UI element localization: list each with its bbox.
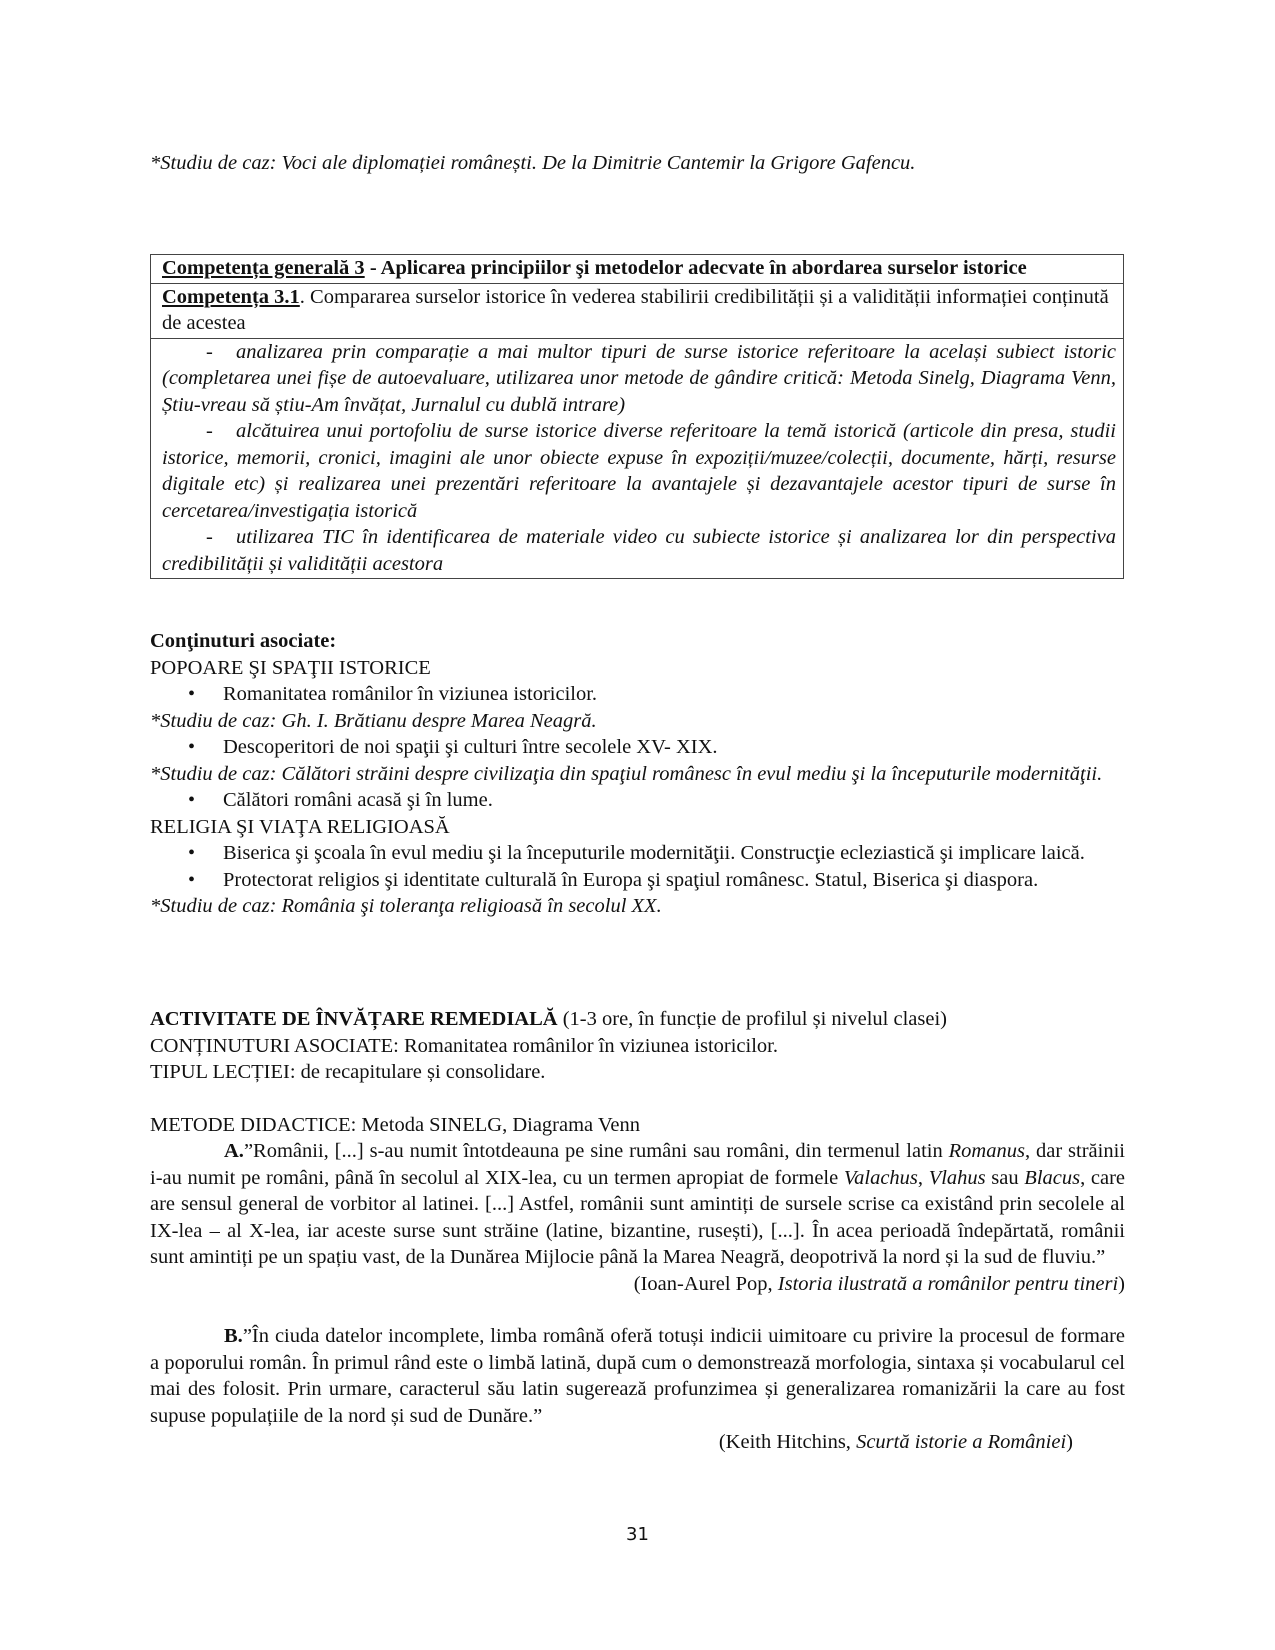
bullet-list [150,787,1125,814]
citation-title: Istoria ilustrată a românilor pentru tineri [777,1272,1119,1295]
text-b-body: ”În ciuda datelor incomplete, limba română oferă totuși indicii uimitoare cu privire la procesul de formare a poporului român. În primul rând este o limbă latină, după cum o demonstrează morfologia, sintaxa și vocabularul cel mai des folosit. Prin urmare, caracterul său latin sugerează profunzimea și generalizarea romanizării la care au fost supuse populațiile de la nord și sud de Dunăre.” [150,1325,1125,1427]
text-a-part: sau [985,1166,1025,1189]
general-competence-label: Competența generală 3 [162,257,365,279]
text-a-term: Valachus [843,1166,918,1189]
section-title: POPOARE ŞI SPAŢII ISTORICE [150,656,431,679]
top-case-study: *Studiu de caz: Voci ale diplomației românești. De la Dimitrie Cantemir la Grigore Gafencu. [150,152,916,174]
text-a-term: Romanus [948,1140,1025,1162]
source-text-b [150,1323,1125,1429]
text-b-label: B. [224,1325,243,1347]
section-title: RELIGIA ŞI VIAŢA RELIGIOASĂ [150,815,450,838]
text-a-part: , care are sensul general de vorbitor al latinei. [...] Astfel, românii sunt amintiți de sursele scrise ca existând prin secolele al IX-lea – al X-lea, iar aceste surse sunt străine (latine, bizantine, rusești), [...]. În acea perioadă îndepărtată, românii sunt amintiți pe un spațiu vast, de la Dunărea Mijlocie până la Marea Neagră, deopotrivă la nord și la sud de fluviu.” [150,1166,1125,1268]
general-competence-sep: - [364,257,381,279]
case-study: *Studiu de caz: România şi toleranţa religioasă în secolul XX. [150,895,662,917]
text-a-term: Vlahus [928,1166,986,1189]
activity-item [162,418,1116,524]
activity-dash: - [206,340,213,363]
specific-competence-cell [151,283,1124,338]
activities-row [151,338,1124,579]
list-item: • Biserica şi şcoala în evul mediu şi la începuturile modernităţii. Construcţie ecleziastică şi implicare laică. [150,840,1125,867]
list-item: • Romanitatea românilor în viziunea istoricilor. [150,681,1125,708]
specific-competence-text: . Compararea surselor istorice în vederea stabilirii credibilității și a validității informației conținută de acestea [162,285,1109,334]
activity-text: alcătuirea unui portofoliu de surse istorice diverse referitoare la temă istorică (articole din presa, studii istorice, memorii, cronici, imagini ale unor obiecte expuse în expoziții/muzee/colecții, documente, hărți, resurse digitale etc) și realizarea unei prezentări referitoare la avantajele și dezavantajele acestor tipuri de surse în cercetarea/investigația istorică [162,420,1116,522]
teaching-methods: METODE DIDACTICE: Metoda SINELG, Diagrama Venn [150,1113,641,1136]
activity-dash: - [206,526,213,548]
competence-table [150,254,1124,579]
associated-contents [150,628,1125,920]
page-number: 31 [626,1524,649,1545]
activity-item [162,339,1116,419]
activities-cell [151,338,1124,579]
source-citation-b [150,1429,1125,1456]
list-item: • Protectorat religios şi identitate culturală în Europa şi spaţiul românesc. Statul, Biserica şi diaspora. [150,867,1125,894]
case-study: *Studiu de caz: Gh. I. Brătianu despre Marea Neagră. [150,709,597,732]
bullet-list [150,681,1125,708]
activity-text: analizarea prin comparație a mai multor tipuri de surse istorice referitoare la același subiect istoric (completarea unei fișe de autoevaluare, utilizarea unor metode de gândire critică: Metoda Sinelg, Diagrama Venn, Știu-vreau să știu-Am învățat, Jurnalul cu dublă intrare) [162,340,1116,416]
remedial-title-rest: (1-3 ore, în funcție de profilul și nivelul clasei) [557,1008,947,1030]
bullet-list [150,840,1125,893]
remedial-contents: CONȚINUTURI ASOCIATE: Romanitatea românilor în viziunea istoricilor. [150,1034,778,1057]
case-study: *Studiu de caz: Călători străini despre civilizaţia din spaţiul românesc în evul mediu şi la începuturile modernităţii. [150,762,1103,785]
source-citation-a [150,1271,1125,1298]
remedial-activity [150,1006,1125,1456]
citation-close: ) [1118,1272,1125,1295]
source-text-a [150,1138,1125,1271]
remedial-title-bold: ACTIVITATE DE ÎNVĂȚARE REMEDIALĂ [150,1008,558,1030]
specific-competence-row [151,283,1124,338]
general-competence-row [151,255,1124,284]
text-a-part: , dar străinii i-au numit pe români, până în secolul al XIX-lea, cu un termen apropiat de formele [150,1140,1125,1189]
lesson-type: TIPUL LECȚIEI: de recapitulare și consolidare. [150,1061,546,1083]
citation-author: (Ioan-Aurel Pop, [633,1272,778,1295]
text-a-term: Blacus [1024,1166,1081,1189]
list-item: • Descoperitori de noi spaţii şi culturi între secolele XV- XIX. [150,734,1125,761]
list-item: • Călători români acasă şi în lume. [150,787,1125,814]
specific-competence-label: Competența 3.1 [162,285,300,308]
activity-dash: - [206,420,213,442]
activity-text: utilizarea TIC în identificarea de materiale video cu subiecte istorice și analizarea lor din perspectiva credibilității și validității acestora [162,526,1116,575]
citation-title: Scurtă istorie a României [856,1431,1067,1453]
bullet-list [150,734,1125,761]
contents-heading: Conţinuturi asociate: [150,630,337,652]
text-a-label: A. [224,1140,244,1162]
text-a-part: , [917,1166,929,1189]
general-competence-cell [151,255,1124,284]
citation-close: ) [1066,1431,1073,1453]
activity-item [162,524,1116,577]
general-competence-text: Aplicarea principiilor şi metodelor adecvate în abordarea surselor istorice [380,257,1027,279]
remedial-title [150,1006,1125,1033]
citation-author: (Keith Hitchins, [718,1431,857,1453]
text-a-part: ”Românii, [...] s-au numit întotdeauna pe sine rumâni sau români, din termenul latin [243,1140,949,1162]
